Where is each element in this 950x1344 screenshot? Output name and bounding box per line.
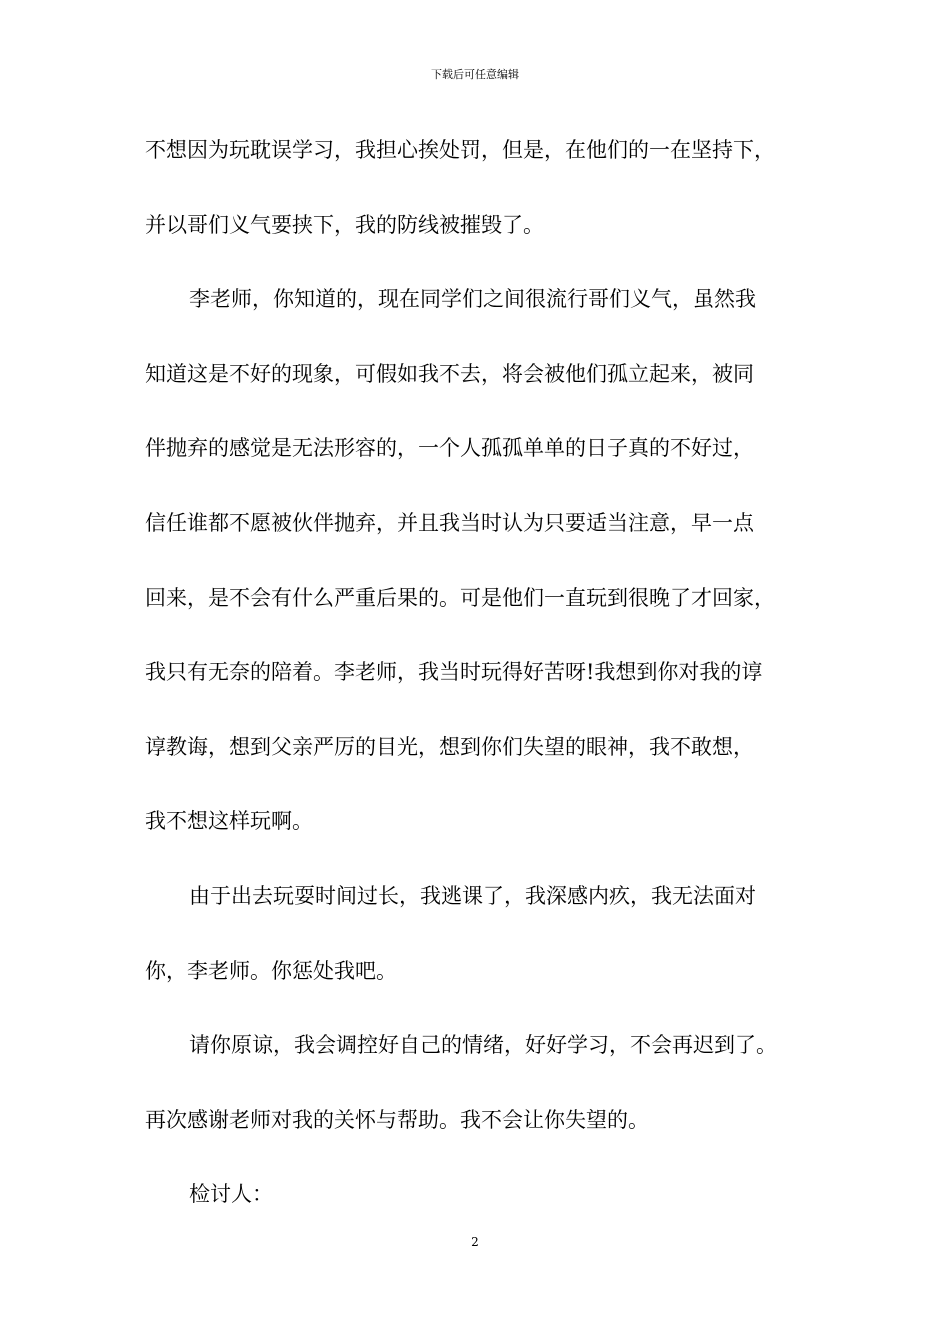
text-line-7: 回来，是不会有什么严重后果的。可是他们一直玩到很晚了才回家， bbox=[145, 585, 775, 610]
signature-label: 检讨人： bbox=[189, 1182, 273, 1207]
text-line-1: 不想因为玩耽误学习，我担心挨处罚，但是，在他们的一在坚持下， bbox=[145, 138, 775, 162]
text-line-12: 你，李老师。你惩处我吧。 bbox=[145, 958, 397, 983]
text-line-6: 信任谁都不愿被伙伴抛弃，并且我当时认为只要适当注意，早一点 bbox=[145, 510, 754, 535]
letter-body bbox=[145, 131, 815, 1250]
text-line-2: 并以哥们义气要挟下，我的防线被摧毁了。 bbox=[145, 212, 544, 237]
text-line-4: 知道这是不好的现象，可假如我不去，将会被他们孤立起来，被同 bbox=[145, 361, 754, 386]
text-line-10: 我不想这样玩啊。 bbox=[145, 809, 313, 834]
page-header: 下载后可任意编辑 bbox=[431, 68, 519, 81]
text-line-8: 我只有无奈的陪着。李老师，我当时玩得好苦呀!我想到你对我的谆 bbox=[145, 660, 763, 685]
text-line-5: 伴抛弃的感觉是无法形容的，一个人孤孤单单的日子真的不好过， bbox=[145, 436, 754, 461]
text-line-14: 再次感谢老师对我的关怀与帮助。我不会让你失望的。 bbox=[145, 1107, 649, 1132]
text-line-13: 请你原谅，我会调控好自己的情绪，好好学习，不会再迟到了。 bbox=[189, 1033, 777, 1058]
text-line-11: 由于出去玩耍时间过长，我逃课了，我深感内疚，我无法面对 bbox=[189, 883, 756, 908]
page-number: 2 bbox=[471, 1235, 479, 1249]
text-line-9: 谆教诲，想到父亲严厉的目光，想到你们失望的眼神，我不敢想， bbox=[145, 734, 754, 759]
text-line-3: 李老师，你知道的，现在同学们之间很流行哥们义气，虽然我 bbox=[189, 287, 756, 312]
